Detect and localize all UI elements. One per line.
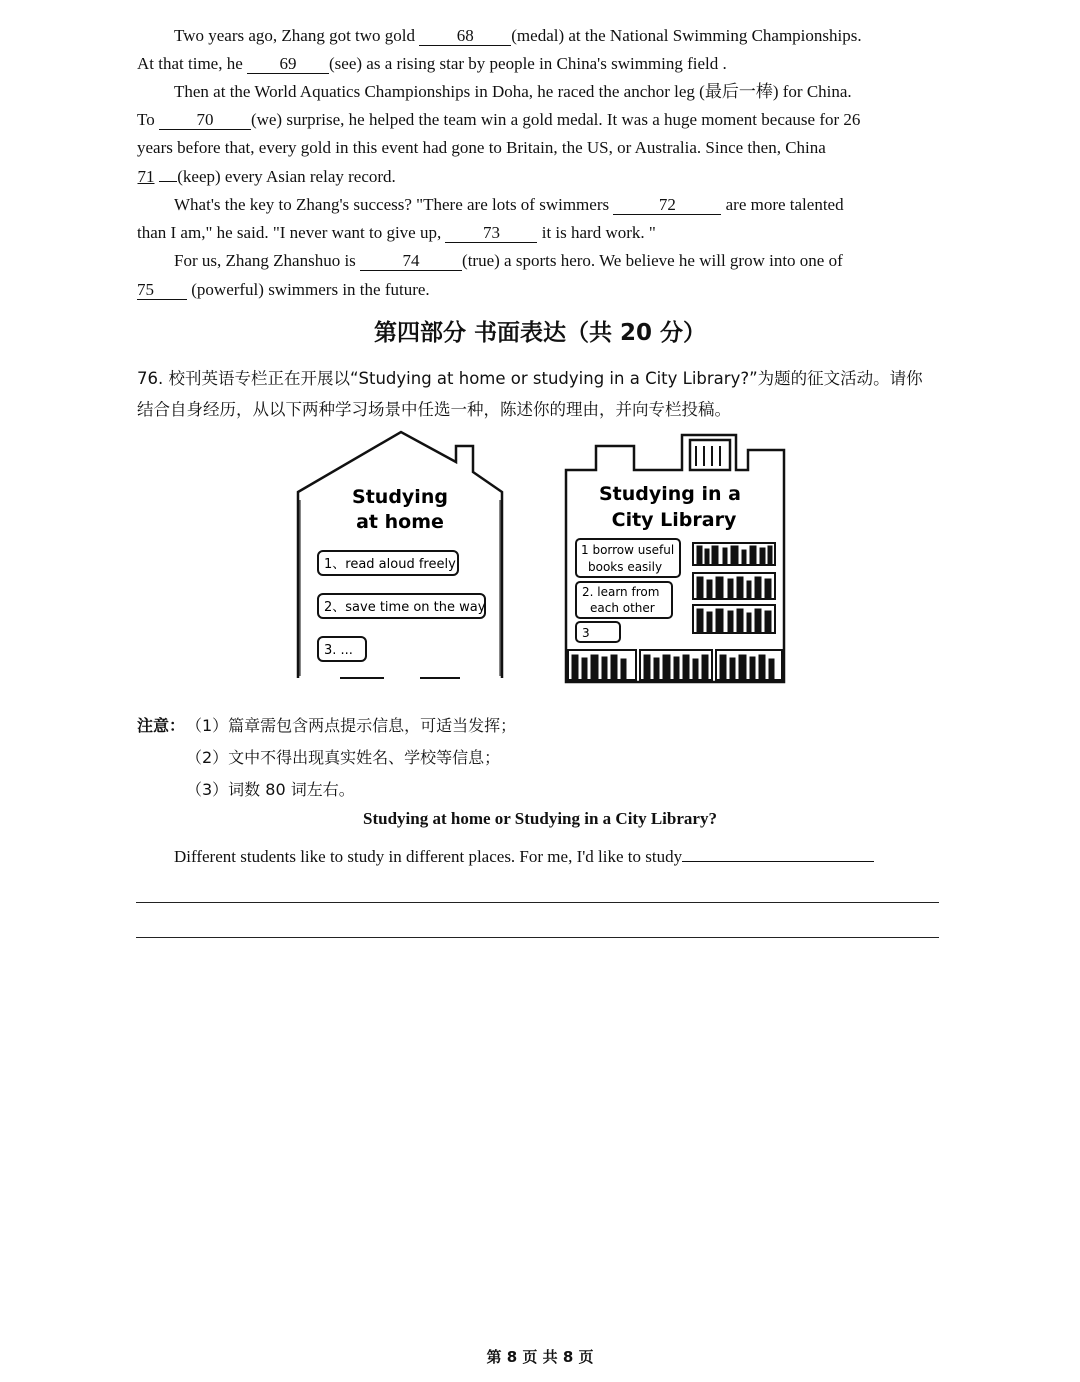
- blank-71[interactable]: 71: [137, 167, 155, 186]
- writing-line[interactable]: [136, 937, 939, 938]
- blank-73[interactable]: 73: [445, 224, 537, 243]
- passage-text: At that time, he: [137, 54, 243, 73]
- blank-75[interactable]: 75: [137, 281, 187, 300]
- passage-text: (keep) every Asian relay record.: [177, 167, 396, 186]
- passage-text: (powerful) swimmers in the future.: [191, 280, 430, 299]
- task-line-1: 76. 校刊英语专栏正在开展以“Studying at home or studying in a City Library?”为题的征文活动。请你: [137, 369, 923, 388]
- passage-text: What's the key to Zhang's success? "There are lots of swimmers: [174, 195, 610, 214]
- passage-text: To: [137, 110, 155, 129]
- passage-text: Then at the World Aquatics Championships in Doha, he raced the anchor leg (最后一棒) for China.: [174, 82, 852, 101]
- blank-72[interactable]: 72: [613, 196, 721, 215]
- passage-text: (true) a sports hero. We believe he will grow into one of: [462, 251, 843, 270]
- passage-text: Two years ago, Zhang got two gold: [174, 26, 416, 45]
- passage-text: (see) as a rising star by people in China's swimming field .: [329, 54, 727, 73]
- notes-label: 注意：: [137, 716, 186, 735]
- section-heading: 第四部分 书面表达（共 20 分）: [373, 320, 707, 346]
- page-footer: 第 8 页 共 8 页: [486, 1348, 594, 1366]
- home-item-1: 1、read aloud freely: [324, 557, 456, 572]
- library-item-2a: 2. learn from: [582, 585, 660, 599]
- library-item-2b: each other: [590, 601, 655, 615]
- essay-start-text: Different students like to study in different places. For me, I'd like to study: [174, 847, 683, 866]
- library-item-3: 3: [582, 626, 590, 640]
- library-item-1a: 1 borrow useful: [581, 543, 675, 557]
- home-item-3: 3. ...: [324, 643, 353, 658]
- library-title-line2: City Library: [611, 509, 737, 531]
- blank-70[interactable]: 70: [159, 111, 251, 130]
- writing-line[interactable]: [136, 902, 939, 903]
- library-title-line1: Studying in a: [598, 483, 742, 505]
- passage-text: it is hard work. ": [541, 223, 656, 242]
- essay-blank[interactable]: [682, 861, 874, 862]
- note-2: （2）文中不得出现真实姓名、学校等信息；: [186, 748, 501, 767]
- passage-text: (we) surprise, he helped the team win a gold medal. It was a huge moment because for 26: [250, 110, 861, 129]
- passage-text: For us, Zhang Zhanshuo is: [174, 251, 356, 270]
- blank-74[interactable]: 74: [360, 252, 462, 271]
- passage-text: are more talented: [725, 195, 844, 214]
- note-1: （1）篇章需包含两点提示信息，可适当发挥；: [186, 716, 517, 735]
- passage-text: years before that, every gold in this event had gone to Britain, the US, or Australia. Since then, China: [137, 138, 826, 157]
- blank-68[interactable]: 68: [419, 27, 511, 46]
- essay-title: Studying at home or Studying in a City Library?: [363, 809, 717, 828]
- note-3: （3）词数 80 词左右。: [186, 780, 355, 799]
- home-title-line2: at home: [356, 511, 444, 533]
- essay-start-line: [174, 846, 874, 868]
- library-item-1b: books easily: [588, 560, 663, 574]
- blank-69[interactable]: 69: [247, 55, 329, 74]
- passage-text: than I am," he said. "I never want to give up,: [137, 223, 442, 242]
- task-line-2: 结合自身经历，从以下两种学习场景中任选一种，陈述你的理由，并向专栏投稿。: [137, 400, 731, 419]
- home-item-2: 2、save time on the way: [324, 600, 486, 615]
- passage-text: (medal) at the National Swimming Championships.: [511, 26, 862, 45]
- home-title-line1: Studying: [352, 486, 448, 508]
